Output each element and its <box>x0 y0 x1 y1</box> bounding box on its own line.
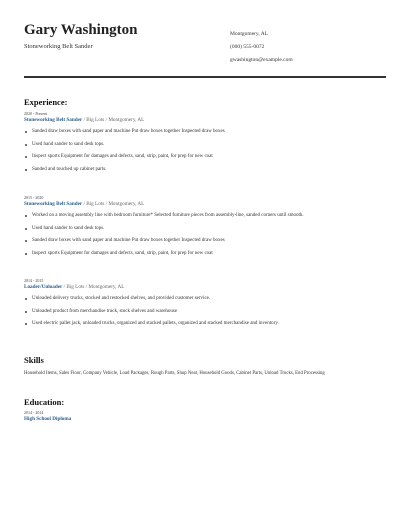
list-item: Worked on a moving assembly line with bedroom furniture* Selected furniture pieces from assembly-line, sanded corners until smooth. <box>24 213 386 219</box>
education-degree-line <box>24 416 71 423</box>
resume-header <box>24 22 386 77</box>
job-company: / Big Lots / Montgomery, AL <box>82 201 145 207</box>
job-entry-2 <box>24 195 386 263</box>
header-divider <box>24 76 386 78</box>
job-role: Loader/Unloader <box>24 284 63 290</box>
experience-heading: Experience: <box>24 97 68 107</box>
education-dates: 2014 - 2014 <box>24 410 44 415</box>
list-item: Unloaded product from merchandise truck, stock shelves and warehouse <box>24 309 386 315</box>
job-bullets <box>24 129 386 173</box>
list-item: Inspect sports Equipment for damages and defects, sand, strip, paint, for prep for new coat <box>24 251 386 257</box>
education-entry <box>24 410 71 423</box>
list-item: Sanded draw boxes with sand paper and machine Put draw boxes together Inspected draw boxes <box>24 129 386 135</box>
job-dates: 2020 - Present <box>24 111 48 116</box>
education-degree: High School Diploma <box>24 416 72 422</box>
candidate-title: Stoneworking Belt Sander <box>24 43 93 50</box>
job-entry-3 <box>24 278 386 334</box>
list-item: Unloaded delivery trucks, stocked and restocked shelves, and provided customer service. <box>24 296 386 302</box>
list-item: Inspect sports Equipment for damages and defects, sand, strip, paint, for prep for new coat <box>24 154 386 160</box>
list-item: Sanded and touched up cabinet parts. <box>24 167 386 173</box>
contact-info <box>230 28 293 67</box>
contact-phone: (000) 555-0072 <box>230 44 265 50</box>
contact-location: Montgomery, AL <box>230 31 269 37</box>
job-dates: 2014 - 2015 <box>24 278 44 283</box>
education-heading: Education: <box>24 397 65 407</box>
list-item: Used electric pallet jack, unloaded trucks, organized and stacked pallets, organized and stacked merchandise and inventory. <box>24 321 386 327</box>
list-item: Sanded draw boxes with sand paper and machine Put draw boxes together Inspected draw boxes <box>24 238 386 244</box>
job-company: / Big Lots / Montgomery, AL <box>82 117 145 123</box>
job-role: Stoneworking Belt Sander <box>24 201 83 207</box>
job-bullets <box>24 296 386 327</box>
job-company: / Big Lots / Montgomery, AL <box>62 284 125 290</box>
job-role: Stoneworking Belt Sander <box>24 117 83 123</box>
job-role-line <box>24 284 386 291</box>
job-role-line <box>24 201 386 208</box>
list-item: Used hand sander to sand desk tops. <box>24 226 386 232</box>
candidate-name: Gary Washington <box>24 22 138 38</box>
skills-heading: Skills <box>24 355 44 365</box>
skills-list: Household Items, Sales Floor, Company Vehicle, Load Packages, Rough Parts, Shop Neat, Household Goods, Cabinet Parts, Unload Trucks, End Processing <box>24 371 325 376</box>
contact-email: gwashington@example.com <box>230 57 293 63</box>
job-bullets <box>24 213 386 257</box>
job-dates: 2015 - 2020 <box>24 195 44 200</box>
job-role-line <box>24 117 386 124</box>
list-item: Used hand sander to sand desk tops. <box>24 142 386 148</box>
job-entry-1 <box>24 111 386 179</box>
